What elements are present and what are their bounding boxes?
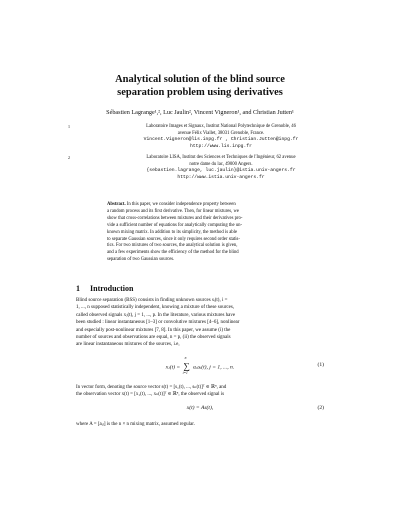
body-line: and especially post-nonlinear mixtures [7, 8]. In this paper, we assume (i) the [76,327,231,333]
affiliation-line: notre dame du lac, 49000 Angers. [189,161,253,167]
equation-2 [76,405,324,415]
body-line: the observation vector x(t) = [x₁(t), ..., xₙ(t)]ᵀ ∈ ℝⁿ, the observed signal is [76,392,225,398]
abstract-line: to separate Gaussian sources, since it only requires second order statis- [107,236,240,242]
equation-rhs: aᵢⱼsᵢ(t), j = 1, ..., n. [193,364,235,371]
section-heading [76,284,133,293]
abstract-line: known mixing matrix. In addition to its simplicity, the method is able [107,229,238,235]
abstract-line: and a few experiments show the efficiency of the method for the blind [107,250,239,256]
sum-lower-limit: i=1 [182,371,188,375]
affiliation-number: 1 [68,124,70,129]
body-line: number of sources and observations are equal, n = p, (ii) the observed signals [76,335,231,341]
abstract-text: In this paper, we consider independence property between [126,202,236,207]
body-line: called observed signals xⱼ(t), j = 1, ..., p. In the literature, various mixtures have [76,312,236,318]
affiliation-line: avenue Félix Viallet, 38031 Grenoble, France. [177,130,265,136]
affiliation-url: http://www.istia.univ-angers.fr [177,174,265,180]
paper-title [60,73,340,99]
summation-symbol: ∑ [183,361,190,371]
affiliation-emails: Vincent.Vigneron@lis.inpg.fr , Christian.Jutten@inpg.fr [143,137,299,143]
affiliation-2 [68,155,366,181]
closing-paragraph [76,421,324,428]
section-number: 1 [76,284,80,293]
affiliation-url: http://www.lis.inpg.fr [190,143,252,149]
abstract-line: a random process and its first derivative. Then, for linear mixtures, we [107,208,239,214]
author-list: Sébastien Lagrange¹,², Luc Jaulin², Vincent Vigneron¹, and Christian Jutten¹ [106,109,294,116]
equation-number: (1) [317,362,324,368]
equation-1 [76,356,324,378]
abstract-line: separation of two Gaussian sources. [107,257,175,263]
abstract [107,202,300,264]
body-line: are linear instantaneous mixtures of the sources, i.e, [76,342,180,348]
affiliation-number: 2 [68,155,70,160]
body-line: 1, ..., n supposed statistically independent, knowing a mixture of these sources, [76,305,235,311]
abstract-label: Abstract. [107,202,126,207]
equation-lhs: xⱼ(t) = [165,364,181,371]
affiliation-emails: {sebastien.lagrange, luc.jaulin}@istia.univ-angers.fr [146,168,296,174]
body-line: In vector form, denoting the source vector s(t) = [s₁(t), ..., sₙ(t)]ᵀ ∈ ℝⁿ, and [76,385,227,390]
affiliation-1 [68,124,366,150]
abstract-line: show that cross-correlations between mixtures and their derivatives pro- [107,215,243,221]
body-line: Blind source separation (BSS) consists in finding unknown sources sᵢ(t), i = [76,298,228,303]
abstract-line: vide a sufficient number of equations for analytically computing the un- [107,222,243,228]
equation-body: x(t) = As(t), [186,405,214,411]
section-title: Introduction [90,284,134,293]
equation-number: (2) [317,405,324,411]
vector-paragraph [76,384,324,399]
affiliation-line: Laboratoire LISA, Institut des Sciences et Techniques de l'Ingénieur, 62 avenue [146,155,296,160]
abstract-line: tics. For two mixtures of two sources, the analytical solution is given, [107,243,238,249]
title-line-2: separation problem using derivatives [117,87,283,98]
body-line: where A = [aᵢⱼ] is the n × n mixing matrix, assumed regular. [76,422,195,427]
sum-upper-limit: n [184,356,187,360]
title-line-1: Analytical solution of the blind source [115,74,285,85]
abstract-line [107,202,300,209]
affiliation-line: Laboratoire Images et Signaux, Institut National Polytechnique de Grenoble, 46 [146,124,296,129]
intro-paragraph [76,297,324,349]
body-line: been studied : linear instantaneous [1–3] or convolutive mixtures [4–6], nonlinear [76,320,240,326]
